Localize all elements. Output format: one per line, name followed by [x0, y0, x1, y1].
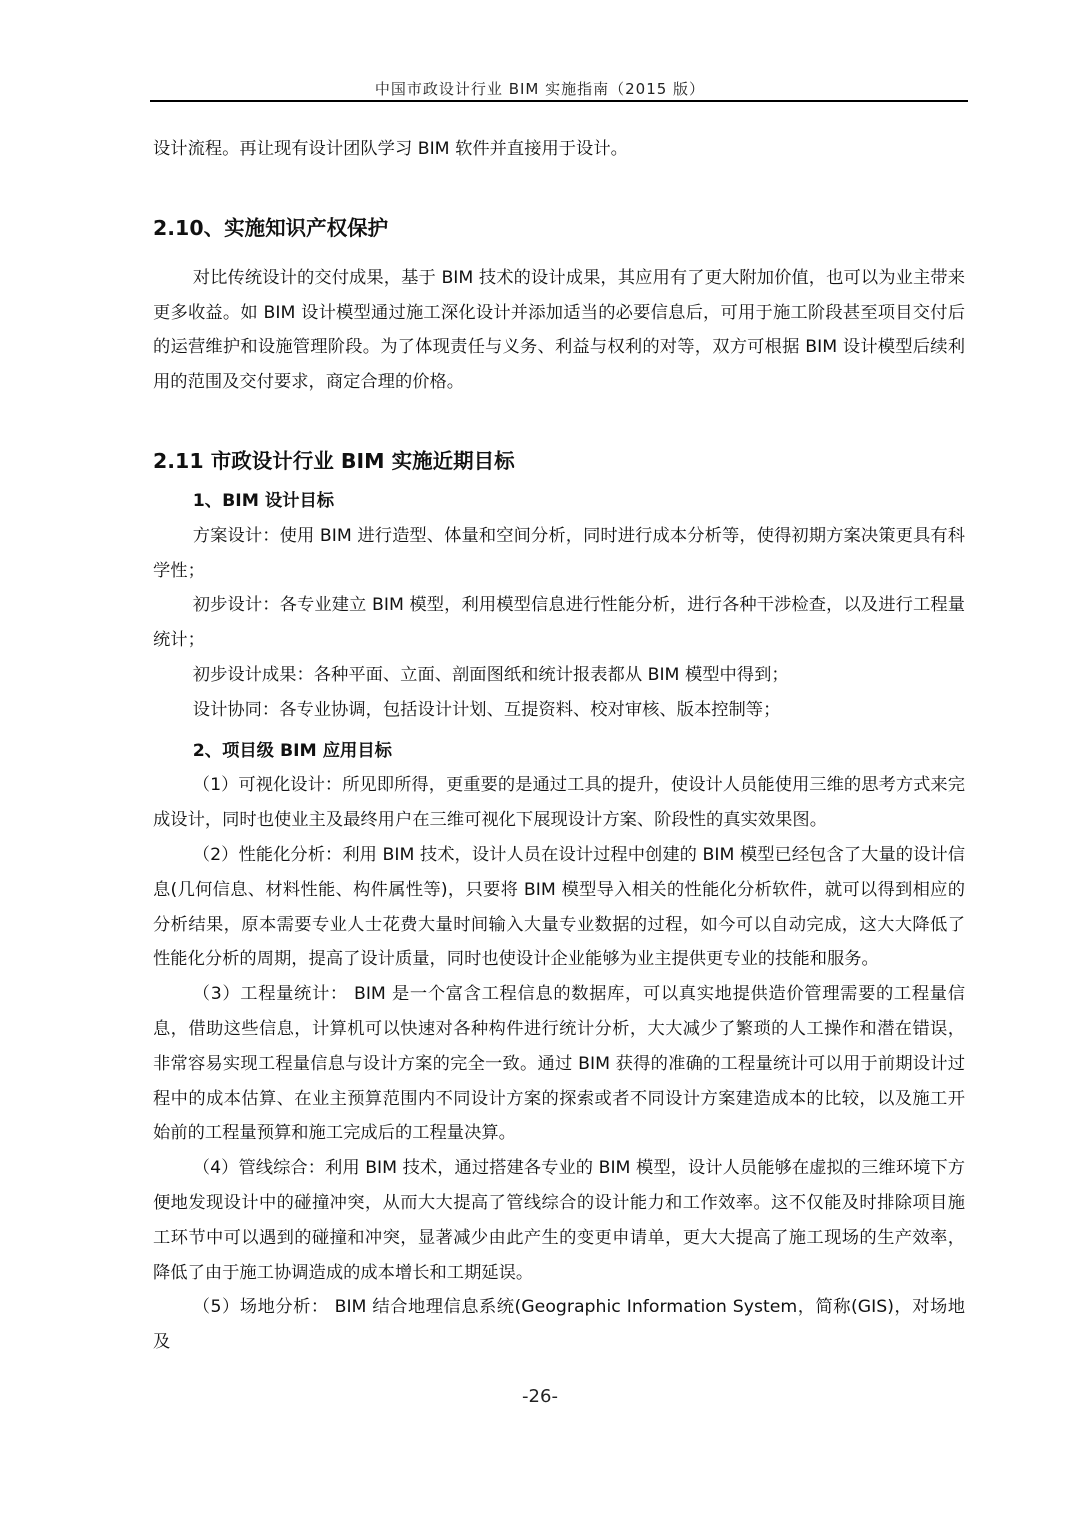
- section-2-10-paragraph: 对比传统设计的交付成果，基于 BIM 技术的设计成果，其应用有了更大附加价值，也可以为业主带来更多收益。如 BIM 设计模型通过施工深化设计并添加适当的必要信息后，可用于施工阶段甚至项目交付后的运营维护和设施管理阶段。为了体现责任与义务、利益与权利的对等，双方可根据 BIM 设计模型后续利用的范围及交付要求，商定合理的价格。: [153, 267, 965, 393]
- header-rule: [150, 100, 968, 102]
- page-body: [153, 132, 965, 1360]
- subsection-heading-bim-design-goals: 1、BIM 设计目标: [192, 490, 335, 511]
- project-goal-item: （5）场地分析： BIM 结合地理信息系统(Geographic Information System，简称(GIS)，对场地及: [153, 1297, 965, 1353]
- section-heading-2-11: 2.11 市政设计行业 BIM 实施近期目标: [153, 448, 515, 473]
- section-heading-2-10: 2.10、实施知识产权保护: [153, 215, 389, 240]
- intro-paragraph: 设计流程。再让现有设计团队学习 BIM 软件并直接用于设计。: [153, 139, 628, 159]
- running-header: 中国市政设计行业 BIM 实施指南（2015 版）: [374, 80, 706, 98]
- page-number: -26-: [522, 1386, 558, 1407]
- project-goal-item: （1）可视化设计：所见即所得，更重要的是通过工具的提升，使设计人员能使用三维的思考方式来完成设计，同时也使业主及最终用户在三维可视化下展现设计方案、阶段性的真实效果图。: [153, 775, 965, 831]
- subsection-heading-project-bim-goals: 2、项目级 BIM 应用目标: [192, 740, 392, 761]
- project-goal-item: （4）管线综合：利用 BIM 技术，通过搭建各专业的 BIM 模型，设计人员能够在虚拟的三维环境下方便地发现设计中的碰撞冲突，从而大大提高了管线综合的设计能力和工作效率。这不仅能及时排除项目施工环节中可以遇到的碰撞和冲突，显著减少由此产生的变更申请单，更大大提高了施工现场的生产效率，降低了由于施工协调造成的成本增长和工期延误。: [153, 1158, 965, 1283]
- project-goal-item: （2）性能化分析：利用 BIM 技术，设计人员在设计过程中创建的 BIM 模型已经包含了大量的设计信息(几何信息、材料性能、构件属性等)，只要将 BIM 模型导入相关的性能化分析软件，就可以得到相应的分析结果，原本需要专业人士花费大量时间输入大量专业数据的过程，如今可以自动完成，这大大降低了性能化分析的周期，提高了设计质量，同时也使设计企业能够为业主提供更专业的技能和服务。: [153, 844, 965, 970]
- design-goal-item: 初步设计成果：各种平面、立面、剖面图纸和统计报表都从 BIM 模型中得到；: [192, 664, 789, 685]
- design-goal-item: 方案设计：使用 BIM 进行造型、体量和空间分析，同时进行成本分析等，使得初期方案决策更具有科学性；: [153, 525, 965, 581]
- design-goal-item: 初步设计：各专业建立 BIM 模型，利用模型信息进行性能分析，进行各种干涉检查，以及进行工程量统计；: [153, 595, 965, 651]
- project-goal-item: （3）工程量统计： BIM 是一个富含工程信息的数据库，可以真实地提供造价管理需要的工程量信息，借助这些信息，计算机可以快速对各种构件进行统计分析，大大减少了繁琐的人工操作和潜在错误，非常容易实现工程量信息与设计方案的完全一致。通过 BIM 获得的准确的工程量统计可以用于前期设计过程中的成本估算、在业主预算范围内不同设计方案的探索或者不同设计方案建造成本的比较，以及施工开始前的工程量预算和施工完成后的工程量决算。: [153, 984, 965, 1144]
- design-goal-item: 设计协同：各专业协调，包括设计计划、互提资料、校对审核、版本控制等；: [192, 699, 781, 720]
